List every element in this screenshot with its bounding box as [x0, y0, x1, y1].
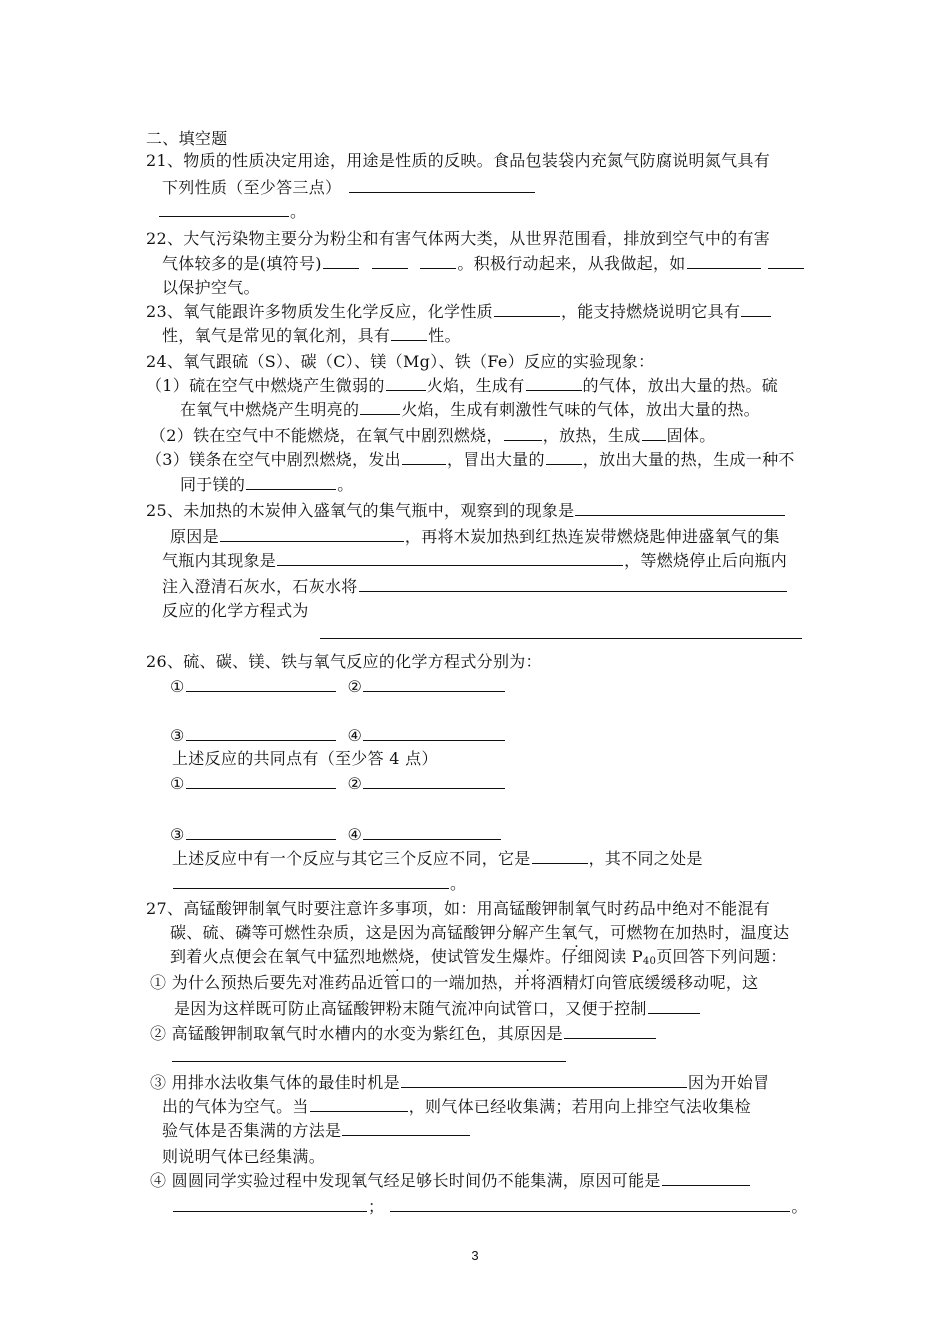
q27-emph-explode: 爆炸	[512, 947, 545, 966]
q23-text-c: 性，氧气是常见的氧化剂，具有	[162, 326, 391, 345]
q27-blank-3[interactable]	[172, 1061, 566, 1062]
q26-circle-8: ④	[347, 825, 363, 844]
q22-text-b: 。积极行动起来，从我做起，如	[457, 254, 686, 273]
q24-s3-text-d: 同于镁的	[180, 475, 246, 494]
q22-line-2	[162, 253, 805, 275]
q27-i4-text: ④ 圆圆同学实验过程中发现氧气经足够长时间仍不能集满，原因可能是	[150, 1171, 661, 1190]
q27-blank-5[interactable]	[310, 1097, 408, 1112]
q26-blank-diff-2[interactable]	[173, 874, 449, 889]
q24-s2-text-b: ，放热，生成	[542, 426, 641, 445]
q26-blank-eq-1[interactable]	[186, 677, 336, 692]
q25-blank-4[interactable]	[359, 577, 787, 592]
q26-blank-diff-1[interactable]	[532, 849, 588, 864]
q22-blank-4[interactable]	[687, 254, 761, 269]
q25-line-5: 反应的化学方程式为	[162, 601, 309, 620]
q27-blank-6[interactable]	[342, 1121, 470, 1136]
q24-s3-text-e: 。	[337, 475, 354, 494]
q26-circle-6: ②	[347, 774, 363, 793]
q27-i3-text-e: 验气体是否集满的方法是	[162, 1121, 342, 1140]
q26-circle-7: ③	[170, 825, 185, 844]
q26-common-row-2	[170, 824, 502, 846]
q27-emph-oxygen: 氧气	[561, 923, 594, 942]
q24-s3-text-c: ，放出大量的热，生成一种不	[582, 450, 795, 469]
q25-blank-1[interactable]	[575, 501, 785, 516]
q26-blank-eq-2[interactable]	[363, 677, 505, 692]
q23-text-a: 23、氧气能跟许多物质发生化学反应，化学性质	[146, 302, 493, 321]
q24-s3-text-b: ，冒出大量的	[446, 450, 545, 469]
q27-item-3-line-3	[162, 1120, 471, 1142]
q26-blank-common-1[interactable]	[186, 774, 336, 789]
q24-sub3-line-1	[146, 449, 795, 471]
q23-line-1	[146, 301, 772, 323]
q27-text-b: ，可燃物在加热时，温度达	[593, 923, 790, 942]
q24-blank-8[interactable]	[246, 475, 336, 490]
q27-blank-9[interactable]	[390, 1197, 790, 1212]
q27-item-4-line-2	[172, 1196, 808, 1218]
q22-blank-1[interactable]	[323, 254, 359, 269]
q26-diff-text-a: 上述反应中有一个反应与其它三个反应不同，它是	[172, 849, 531, 868]
q24-s2-text-a: （2）铁在空气中不能燃烧，在氧气中剧烈燃烧，	[150, 426, 503, 445]
q27-item-2	[150, 1023, 657, 1045]
q24-blank-5[interactable]	[642, 426, 666, 441]
q26-blank-common-3[interactable]	[186, 825, 336, 840]
q26-end: 。	[450, 874, 467, 893]
q22-blank-5[interactable]	[768, 254, 804, 269]
q26-circle-4: ④	[347, 726, 363, 745]
q22-blank-2[interactable]	[372, 254, 408, 269]
q25-text-e: ，等燃烧停止后向瓶内	[624, 551, 788, 570]
q26-circle-1: ①	[170, 677, 185, 696]
q26-diff-text-b: ，其不同之处是	[588, 849, 703, 868]
q21-line-1: 21、物质的性质决定用途，用途是性质的反映。食品包装袋内充氮气防腐说明氮气具有	[146, 151, 771, 170]
q24-s1-text-e: 火焰，生成有刺激性气味的气体，放出大量的热。	[401, 400, 760, 419]
q24-s2-text-c: 固体。	[666, 426, 716, 445]
q26-diff-line-2	[172, 873, 466, 895]
q24-sub3-line-2	[180, 474, 354, 496]
q25-text-a: 25、未加热的木炭伸入盛氧气的集气瓶中，观察到的现象是	[146, 501, 575, 520]
q26-circle-3: ③	[170, 726, 185, 745]
q26-common-row-1	[170, 773, 506, 795]
q27-i3-text-c: 出的气体为空气。当	[162, 1097, 309, 1116]
q24-blank-7[interactable]	[546, 450, 582, 465]
q26-eq-row-1	[170, 676, 506, 698]
q26-eq-row-2	[170, 725, 506, 747]
q24-sub1-line-1	[146, 375, 778, 397]
page-number: 3	[471, 1248, 479, 1263]
q27-i3-text-a: ③ 用排水法收集气体的最佳时机是	[150, 1073, 400, 1092]
q27-line-1: 27、高锰酸钾制氧气时要注意许多事项，如：用高锰酸钾制氧气时药品中绝对不能混有	[146, 899, 771, 918]
q23-text-b: ，能支持燃烧说明它具有	[560, 302, 741, 321]
q27-emph-burn: 燃烧	[381, 947, 415, 966]
q25-line-4	[162, 576, 788, 598]
q26-line-1: 26、硫、碳、镁、铁与氧气反应的化学方程式分别为：	[146, 652, 542, 671]
q26-circle-5: ①	[170, 774, 185, 793]
q21-blank-2[interactable]	[159, 202, 289, 217]
q23-blank-2[interactable]	[741, 302, 771, 317]
q24-blank-6[interactable]	[402, 450, 446, 465]
q27-blank-7[interactable]	[662, 1171, 750, 1186]
q27-text-d: ，使试管发生	[414, 947, 513, 966]
q26-blank-eq-4[interactable]	[363, 726, 505, 741]
q21-text: 下列性质（至少答三点）	[162, 178, 342, 197]
q22-blank-3[interactable]	[420, 254, 456, 269]
q24-sub2	[150, 425, 716, 447]
q24-line-1: 24、氧气跟硫（S）、碳（C）、镁（Mg）、铁（Fe）反应的实验现象：	[146, 352, 655, 371]
q24-s3-text-a: （3）镁条在空气中剧烈燃烧，发出	[146, 450, 401, 469]
q23-blank-3[interactable]	[391, 326, 427, 341]
q22-line-3: 以保护空气。	[162, 278, 260, 297]
q27-text-a: 碳、硫、磷等可燃性杂质，这是因为高锰酸钾分解产生	[170, 923, 562, 942]
q24-blank-2[interactable]	[526, 376, 582, 391]
q25-text-c: ，再将木炭加热到红热连炭带燃烧匙伸进盛氧气的集	[404, 527, 780, 546]
q25-blank-3[interactable]	[277, 551, 623, 566]
q25-text-d: 气瓶内其现象是	[162, 551, 277, 570]
q24-s1-text-c: 的气体，放出大量的热。硫	[582, 376, 779, 395]
q26-common: 上述反应的共同点有（至少答 4 点）	[172, 749, 438, 768]
q27-i4-sep: ；	[368, 1197, 385, 1216]
q27-item-3-line-2	[162, 1096, 751, 1118]
q25-text-f: 注入澄清石灰水，石灰水将	[162, 577, 358, 596]
q27-page-ref: 40	[642, 956, 657, 967]
q27-blank-2[interactable]	[564, 1024, 656, 1039]
q27-blank-1[interactable]	[648, 999, 700, 1014]
q22-line-1: 22、大气污染物主要分为粉尘和有害气体两大类，从世界范围看，排放到空气中的有害	[146, 229, 771, 248]
q24-blank-1[interactable]	[386, 376, 426, 391]
q26-diff	[172, 848, 703, 870]
q23-blank-1[interactable]	[494, 302, 560, 317]
q24-s1-text-d: 在氧气中燃烧产生明亮的	[180, 400, 360, 419]
q27-item-3-line-1	[150, 1072, 769, 1094]
q24-blank-4[interactable]	[504, 426, 542, 441]
q27-blank-8[interactable]	[173, 1197, 367, 1212]
section-title: 二、填空题	[146, 129, 228, 148]
q27-item-4	[150, 1170, 751, 1192]
q25-blank-2[interactable]	[220, 527, 404, 542]
q22-text-a: 气体较多的是(填符号)	[162, 254, 322, 273]
q21-end: 。	[290, 202, 307, 221]
q27-i4-end: 。	[791, 1197, 808, 1216]
q21-line-2	[162, 177, 536, 199]
q27-i1-text: 是因为这样既可防止高锰酸钾粉末随气流冲向试管口，又便于控制	[174, 999, 647, 1018]
q21-blank-1[interactable]	[349, 178, 535, 193]
q25-blank-5[interactable]	[320, 638, 802, 639]
q23-text-d: 性。	[428, 326, 461, 345]
q27-item-1-line-2	[174, 998, 701, 1020]
q26-circle-2: ②	[347, 677, 363, 696]
q25-line-2	[170, 526, 780, 548]
q26-blank-eq-3[interactable]	[186, 726, 336, 741]
q21-line-3	[158, 201, 306, 223]
q27-i2-text: ② 高锰酸钾制取氧气时水槽内的水变为紫红色，其原因是	[150, 1024, 563, 1043]
q25-line-3	[162, 550, 787, 572]
q26-blank-common-4[interactable]	[363, 825, 501, 840]
q27-text-c: 到着火点便会在氧气中猛烈地	[170, 947, 382, 966]
q24-blank-3[interactable]	[360, 400, 400, 415]
q27-i3-text-b: 因为开始冒	[687, 1073, 770, 1092]
q27-line-3	[170, 946, 787, 973]
q27-line-2	[170, 922, 789, 944]
q27-blank-4[interactable]	[401, 1073, 687, 1088]
q23-line-2	[162, 325, 461, 347]
q27-item-1-line-1: ① 为什么预热后要先对准药品近管口的一端加热，并将酒精灯向管底缓缓移动呢，这	[150, 973, 759, 992]
q24-s1-text-b: 火焰，生成有	[426, 376, 525, 395]
q27-i3-text-d: ，则气体已经收集满；若用向上排空气法收集检	[408, 1097, 752, 1116]
q27-text-e: 。仔细阅读 P	[544, 947, 643, 966]
q24-s1-text-a: （1）硫在空气中燃烧产生微弱的	[146, 376, 385, 395]
q27-item-3-line-4: 则说明气体已经集满。	[162, 1147, 326, 1166]
q24-sub1-line-2	[180, 399, 760, 421]
q25-line-1	[146, 500, 786, 522]
q27-text-f: 页回答下列问题：	[656, 947, 787, 966]
q25-text-b: 原因是	[170, 527, 219, 546]
q26-blank-common-2[interactable]	[363, 774, 505, 789]
